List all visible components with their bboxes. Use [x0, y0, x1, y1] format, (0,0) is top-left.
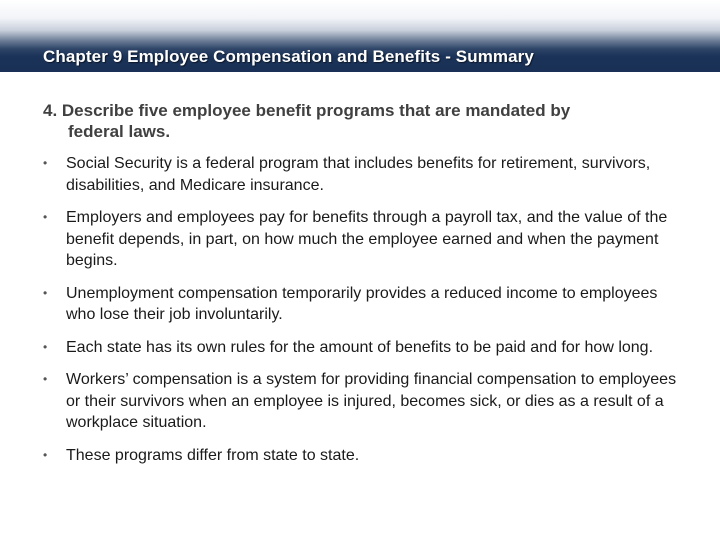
- bullet-icon: •: [43, 372, 48, 386]
- question-heading: [43, 100, 683, 142]
- question-line-2: federal laws.: [68, 122, 171, 141]
- bullet-item: [43, 153, 683, 196]
- bullet-item: [43, 283, 683, 326]
- bullet-icon: •: [43, 339, 48, 354]
- question-line-1: 4. Describe five employee benefit programs that are mandated by: [43, 101, 571, 120]
- bullet-list: [43, 153, 683, 477]
- bullet-text: Workers’ compensation is a system for providing financial compensation to employees or their survivors when an employee is injured, becomes sick, or dies as a result of a workplace situation.: [66, 371, 677, 431]
- bullet-icon: •: [43, 285, 48, 300]
- bullet-item: [43, 369, 683, 434]
- bullet-text: Each state has its own rules for the amount of benefits to be paid and for how long.: [66, 338, 654, 356]
- bullet-icon: •: [43, 447, 48, 462]
- bullet-item: [43, 207, 683, 272]
- bullet-icon: •: [43, 156, 48, 170]
- bullet-text: These programs differ from state to state.: [66, 446, 360, 464]
- bullet-item: [43, 445, 683, 467]
- bullet-text: Employers and employees pay for benefits through a payroll tax, and the value of the benefit depends, in part, on how much the employee earned and when the payment begins.: [66, 209, 668, 269]
- bullet-item: [43, 337, 683, 359]
- slide-title: Chapter 9 Employee Compensation and Benefits - Summary: [43, 47, 534, 66]
- bullet-text: Social Security is a federal program that includes benefits for retirement, survivors, disabilities, and Medicare insurance.: [66, 155, 651, 194]
- bullet-icon: •: [43, 210, 48, 224]
- bullet-text: Unemployment compensation temporarily provides a reduced income to employees who lose their job involuntarily.: [66, 284, 658, 323]
